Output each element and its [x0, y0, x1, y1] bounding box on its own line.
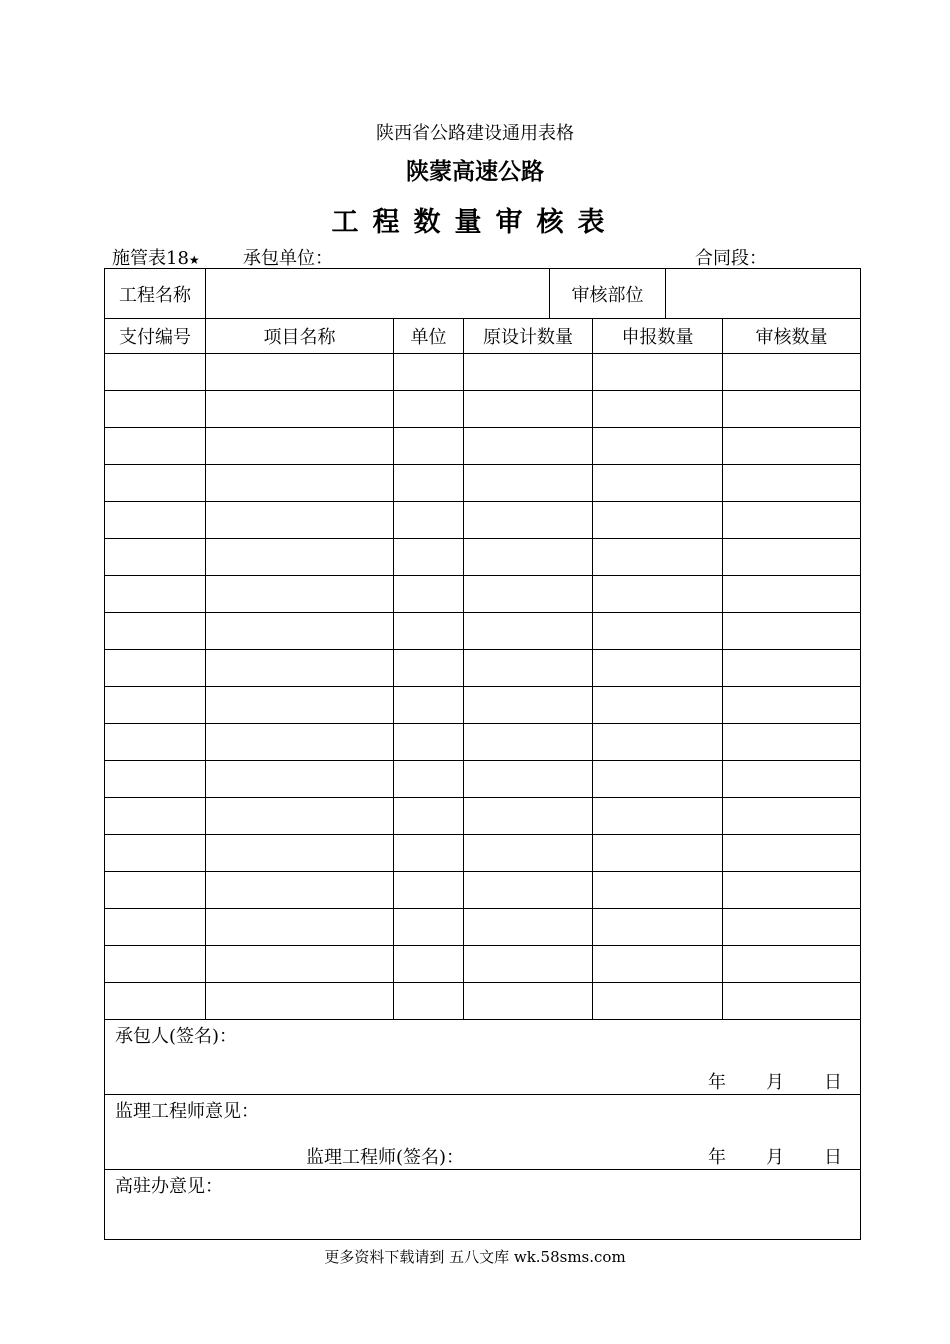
table-cell[interactable] [394, 909, 464, 946]
office-opinion-cell[interactable] [105, 1170, 861, 1240]
quantity-review-table [104, 268, 861, 1240]
table-cell[interactable] [464, 909, 593, 946]
column-header-row [105, 319, 861, 354]
col-header-reviewed-qty: 审核数量 [723, 319, 861, 354]
col-header-declared-qty: 申报数量 [593, 319, 723, 354]
table-cell[interactable] [206, 835, 394, 872]
table-cell[interactable] [206, 761, 394, 798]
table-row [105, 983, 861, 1020]
table-cell[interactable] [593, 724, 723, 761]
table-cell[interactable] [464, 354, 593, 391]
table-cell[interactable] [206, 983, 394, 1020]
table-cell[interactable] [464, 798, 593, 835]
table-cell[interactable] [105, 798, 206, 835]
project-name-label: 工程名称 [105, 269, 206, 319]
table-cell[interactable] [394, 354, 464, 391]
table-cell[interactable] [394, 983, 464, 1020]
table-cell[interactable] [593, 798, 723, 835]
col-header-original-qty: 原设计数量 [464, 319, 593, 354]
form-number-text: 施管表18 [112, 248, 189, 269]
col-header-unit: 单位 [394, 319, 464, 354]
table-row [105, 835, 861, 872]
table-cell[interactable] [105, 354, 206, 391]
date-day: 日 [824, 1072, 842, 1093]
table-cell[interactable] [105, 946, 206, 983]
table-row [105, 539, 861, 576]
table-row [105, 761, 861, 798]
table-cell[interactable] [593, 983, 723, 1020]
office-opinion-label: 高驻办意见： [115, 1176, 223, 1197]
table-cell[interactable] [464, 983, 593, 1020]
footer-note: 更多资料下载请到 五八文库 wk.58sms.com [324, 1248, 626, 1266]
table-cell[interactable] [206, 798, 394, 835]
date-day: 日 [824, 1147, 842, 1168]
table-cell[interactable] [723, 391, 861, 428]
table-cell[interactable] [394, 724, 464, 761]
date-year: 年 [708, 1072, 726, 1093]
table-cell[interactable] [723, 576, 861, 613]
table-row [105, 650, 861, 687]
table-cell[interactable] [593, 354, 723, 391]
table-cell[interactable] [723, 465, 861, 502]
table-cell[interactable] [464, 761, 593, 798]
table-cell[interactable] [593, 872, 723, 909]
table-cell[interactable] [206, 354, 394, 391]
page-title: 工程数量审核表 [331, 207, 619, 238]
table-cell[interactable] [206, 613, 394, 650]
table-cell[interactable] [723, 539, 861, 576]
table-cell[interactable] [394, 502, 464, 539]
table-row [105, 798, 861, 835]
table-cell[interactable] [206, 428, 394, 465]
contract-section-label: 合同段： [695, 248, 767, 269]
table-cell[interactable] [394, 391, 464, 428]
table-cell[interactable] [593, 909, 723, 946]
table-row [105, 465, 861, 502]
table-cell[interactable] [593, 650, 723, 687]
table-cell[interactable] [464, 650, 593, 687]
table-cell[interactable] [723, 502, 861, 539]
table-cell[interactable] [593, 428, 723, 465]
table-cell[interactable] [206, 650, 394, 687]
table-cell[interactable] [394, 798, 464, 835]
table-cell[interactable] [593, 687, 723, 724]
review-part-field[interactable] [666, 269, 861, 319]
table-row [105, 576, 861, 613]
table-cell[interactable] [206, 687, 394, 724]
table-cell[interactable] [723, 798, 861, 835]
table-cell[interactable] [105, 983, 206, 1020]
table-cell[interactable] [105, 761, 206, 798]
office-opinion-row [105, 1170, 861, 1240]
table-cell[interactable] [723, 835, 861, 872]
table-cell[interactable] [206, 872, 394, 909]
project-info-row [105, 269, 861, 319]
star-icon: ★ [188, 253, 200, 267]
table-cell[interactable] [394, 613, 464, 650]
date-year: 年 [708, 1147, 726, 1168]
table-cell[interactable] [105, 576, 206, 613]
table-cell[interactable] [206, 539, 394, 576]
table-cell[interactable] [394, 761, 464, 798]
table-cell[interactable] [105, 502, 206, 539]
table-cell[interactable] [593, 502, 723, 539]
table-cell[interactable] [464, 576, 593, 613]
table-row [105, 613, 861, 650]
contractor-label: 承包单位： [243, 248, 333, 269]
table-cell[interactable] [394, 872, 464, 909]
table-cell[interactable] [464, 465, 593, 502]
table-cell[interactable] [105, 428, 206, 465]
table-cell[interactable] [105, 613, 206, 650]
table-cell[interactable] [394, 465, 464, 502]
table-cell[interactable] [464, 391, 593, 428]
table-cell[interactable] [723, 761, 861, 798]
table-cell[interactable] [593, 391, 723, 428]
table-cell[interactable] [593, 835, 723, 872]
table-cell[interactable] [206, 909, 394, 946]
table-cell[interactable] [206, 724, 394, 761]
table-body [105, 354, 861, 1020]
table-cell[interactable] [723, 872, 861, 909]
table-cell[interactable] [105, 465, 206, 502]
table-cell[interactable] [464, 428, 593, 465]
table-cell[interactable] [723, 687, 861, 724]
table-cell[interactable] [394, 539, 464, 576]
table-cell[interactable] [593, 576, 723, 613]
table-cell[interactable] [723, 613, 861, 650]
table-row [105, 391, 861, 428]
table-cell[interactable] [723, 354, 861, 391]
table-cell[interactable] [464, 539, 593, 576]
table-row [105, 502, 861, 539]
table-cell[interactable] [394, 650, 464, 687]
table-cell[interactable] [593, 761, 723, 798]
table-cell[interactable] [464, 946, 593, 983]
table-cell[interactable] [105, 872, 206, 909]
table-cell[interactable] [464, 687, 593, 724]
table-cell[interactable] [206, 576, 394, 613]
table-cell[interactable] [723, 428, 861, 465]
table-cell[interactable] [723, 909, 861, 946]
engineer-opinion-cell[interactable] [105, 1095, 861, 1170]
table-cell[interactable] [723, 650, 861, 687]
col-header-payment-no: 支付编号 [105, 319, 206, 354]
table-cell[interactable] [593, 946, 723, 983]
table-cell[interactable] [464, 502, 593, 539]
table-cell[interactable] [206, 946, 394, 983]
table-row [105, 428, 861, 465]
table-cell[interactable] [206, 465, 394, 502]
table-cell[interactable] [394, 687, 464, 724]
table-cell[interactable] [105, 724, 206, 761]
contractor-sign-row [105, 1020, 861, 1095]
highway-name: 陕蒙高速公路 [406, 159, 544, 185]
table-row [105, 946, 861, 983]
table-cell[interactable] [105, 835, 206, 872]
table-cell[interactable] [105, 539, 206, 576]
table-cell[interactable] [464, 835, 593, 872]
table-cell[interactable] [464, 724, 593, 761]
col-header-item-name: 项目名称 [206, 319, 394, 354]
table-cell[interactable] [105, 650, 206, 687]
table-row [105, 354, 861, 391]
table-cell[interactable] [394, 946, 464, 983]
form-number [112, 244, 200, 270]
engineer-sign-label: 监理工程师(签名)： [306, 1147, 465, 1168]
project-name-field[interactable] [206, 269, 550, 319]
table-cell[interactable] [593, 539, 723, 576]
table-row [105, 872, 861, 909]
date-month: 月 [766, 1072, 784, 1093]
table-cell[interactable] [394, 576, 464, 613]
table-row [105, 724, 861, 761]
table-cell[interactable] [105, 687, 206, 724]
contractor-sign-cell[interactable] [105, 1020, 861, 1095]
table-cell[interactable] [723, 983, 861, 1020]
table-row [105, 687, 861, 724]
table-cell[interactable] [593, 613, 723, 650]
table-cell[interactable] [394, 428, 464, 465]
table-cell[interactable] [105, 909, 206, 946]
table-cell[interactable] [723, 946, 861, 983]
table-cell[interactable] [464, 872, 593, 909]
table-cell[interactable] [723, 724, 861, 761]
engineer-opinion-row [105, 1095, 861, 1170]
table-cell[interactable] [593, 465, 723, 502]
table-cell[interactable] [464, 613, 593, 650]
form-category: 陕西省公路建设通用表格 [376, 123, 574, 144]
table-cell[interactable] [206, 502, 394, 539]
review-part-label: 审核部位 [550, 269, 666, 319]
engineer-opinion-label: 监理工程师意见： [115, 1101, 259, 1122]
contractor-sign-label: 承包人(签名)： [115, 1026, 238, 1047]
table-cell[interactable] [206, 391, 394, 428]
table-row [105, 909, 861, 946]
table-cell[interactable] [394, 835, 464, 872]
date-month: 月 [766, 1147, 784, 1168]
table-cell[interactable] [105, 391, 206, 428]
